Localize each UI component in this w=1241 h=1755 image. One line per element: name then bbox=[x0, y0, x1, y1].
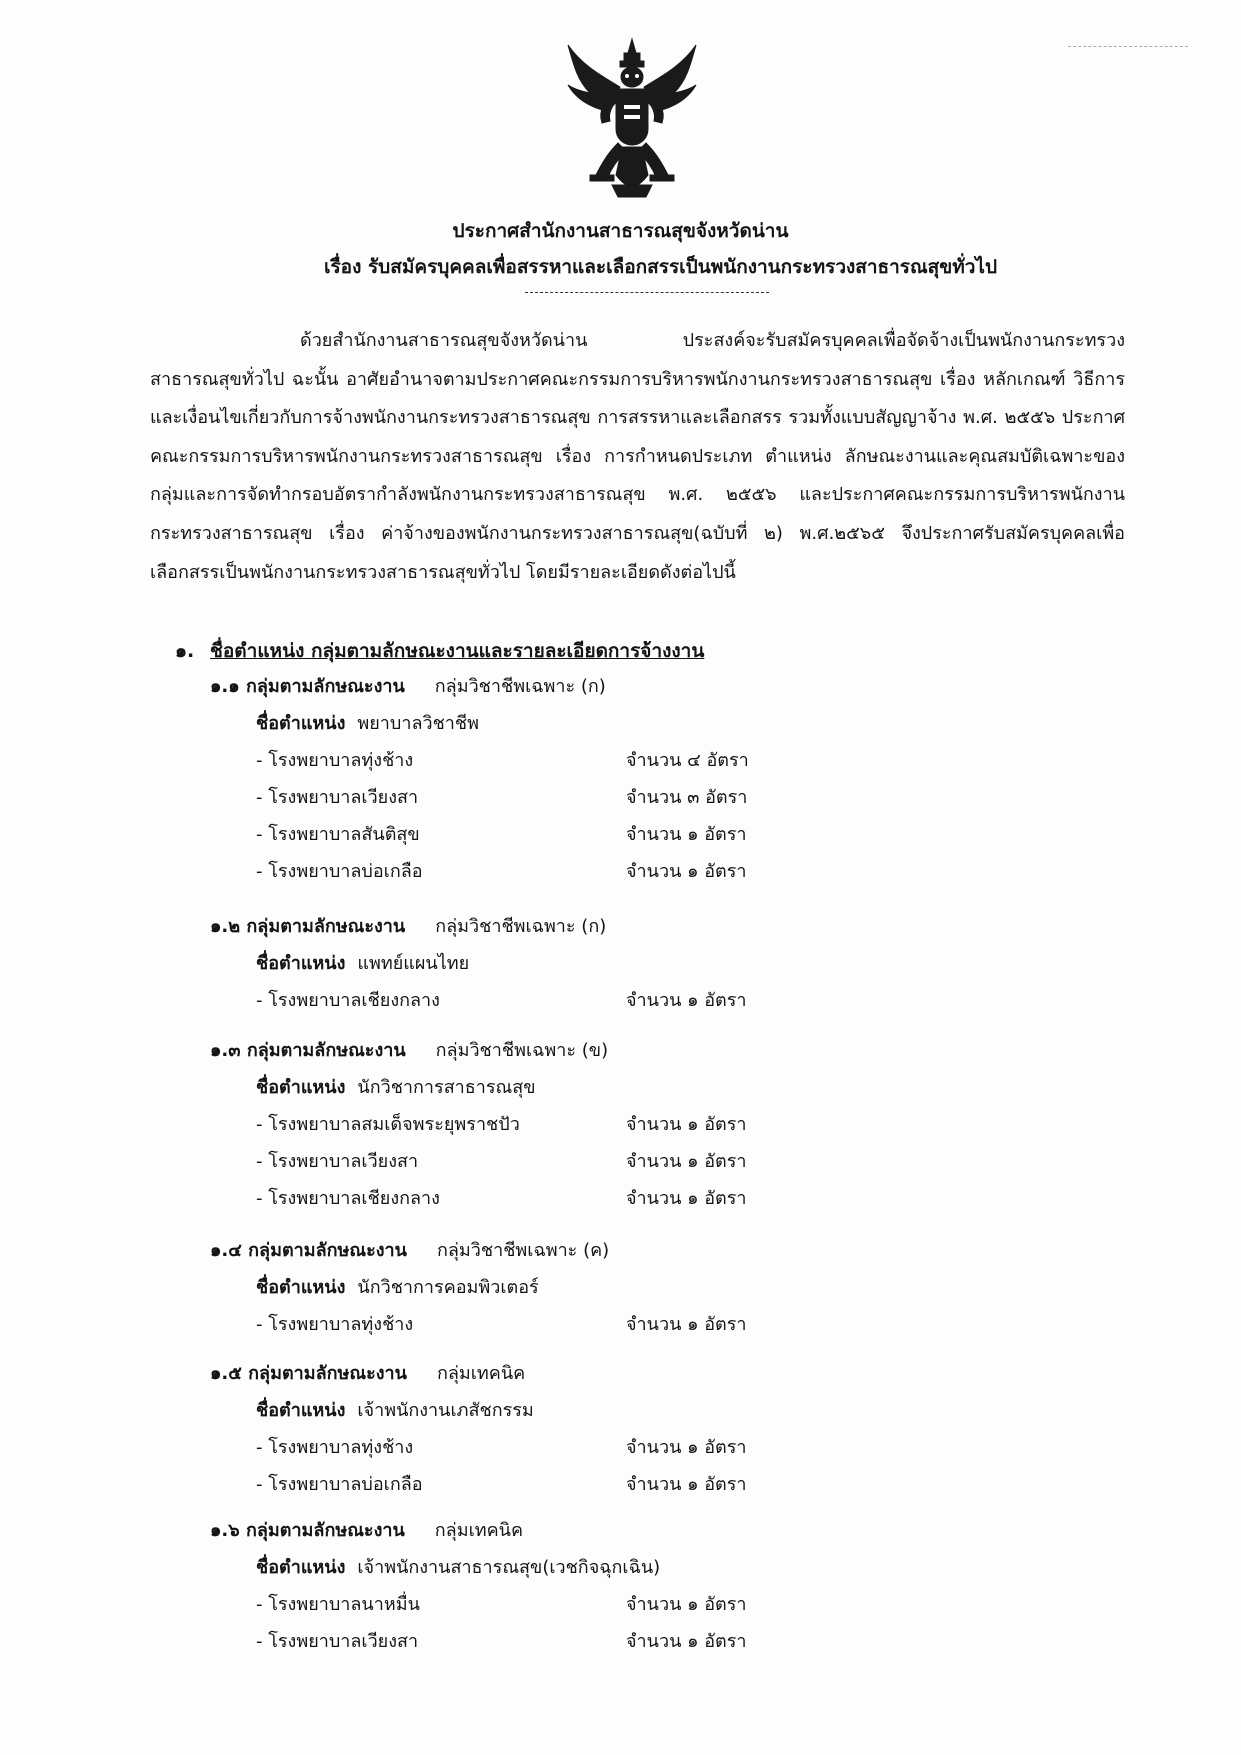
intro-text: ด้วยสำนักงานสาธารณสุขจังหวัดน่าน ประสงค์จะรับสมัครบุคคลเพื่อจัดจ้างเป็นพนักงานกระทรวงสาธารณสุขทั่วไป ฉะนั้น อาศัยอำนาจตามประกาศคณะกรรมการบริหารพนักงานกระทรวงสาธารณสุข เรื่อง หลักเกณฑ์ วิธีการและเงื่อนไขเกี่ยวกับการจ้างพนักงานกระทรวงสาธารณสุข การสรรหาและเลือกสรร รวมทั้งแบบสัญญาจ้าง พ.ศ. ๒๕๕๖ ประกาศคณะกรรมการบริหารพนักงานกระทรวงสาธารณสุข เรื่อง การกำหนดประเภท ตำแหน่ง ลักษณะงานและคุณสมบัติเฉพาะของกลุ่มและการจัดทำกรอบอัตรากำลังพนักงานกระทรวงสาธารณสุข พ.ศ. ๒๕๕๖ และประกาศคณะกรรมการบริหารพนักงานกระทรวงสาธารณสุข เรื่อง ค่าจ้างของพนักงานกระทรวงสาธารณสุข(ฉบับที่ ๒) พ.ศ.๒๕๖๕ จึงประกาศรับสมัครบุคคลเพื่อเลือกสรรเป็นพนักงานกระทรวงสาธารณสุขทั่วไป โดยมีรายละเอียดดังต่อไปนี้ bbox=[150, 330, 1125, 583]
hospital-name: - โรงพยาบาลเวียงสา bbox=[256, 787, 419, 808]
position-value: นักวิชาการสาธารณสุข bbox=[357, 1077, 536, 1098]
section-1-heading bbox=[175, 636, 704, 666]
list-item bbox=[210, 1429, 816, 1466]
group-value: กลุ่มเทคนิค bbox=[436, 1363, 526, 1384]
hospital-name: - โรงพยาบาลทุ่งช้าง bbox=[256, 1437, 414, 1458]
hospital-name: - โรงพยาบาลนาหมื่น bbox=[256, 1594, 420, 1615]
hospital-name: - โรงพยาบาลบ่อเกลือ bbox=[256, 861, 423, 882]
hospital-name: - โรงพยาบาลเวียงสา bbox=[256, 1151, 419, 1172]
title-divider bbox=[525, 292, 769, 293]
list-item bbox=[210, 853, 816, 890]
position-count: จำนวน ๑ อัตรา bbox=[626, 1314, 747, 1335]
position-label: ชื่อตำแหน่ง bbox=[256, 1557, 346, 1578]
hospital-name: - โรงพยาบาลสันติสุข bbox=[256, 824, 420, 845]
job-group-1 bbox=[210, 668, 816, 890]
hospital-name: - โรงพยาบาลทุ่งช้าง bbox=[256, 750, 414, 771]
position-count: จำนวน ๑ อัตรา bbox=[626, 1631, 747, 1652]
list-item bbox=[210, 1143, 816, 1180]
position-count: จำนวน ๔ อัตรา bbox=[626, 750, 749, 771]
group-label: ๑.๓ กลุ่มตามลักษณะงาน bbox=[210, 1040, 406, 1061]
position-value: เจ้าพนักงานสาธารณสุข(เวชกิจฉุกเฉิน) bbox=[357, 1557, 661, 1578]
position-value: พยาบาลวิชาชีพ bbox=[357, 713, 479, 734]
position-count: จำนวน ๑ อัตรา bbox=[626, 1114, 747, 1135]
position-count: จำนวน ๑ อัตรา bbox=[626, 990, 747, 1011]
group-label: ๑.๖ กลุ่มตามลักษณะงาน bbox=[210, 1520, 405, 1541]
section-heading-text: ชื่อตำแหน่ง กลุ่มตามลักษณะงานและรายละเอียดการจ้างงาน bbox=[210, 640, 705, 662]
job-group-6 bbox=[210, 1512, 816, 1660]
hospital-name: - โรงพยาบาลเชียงกลาง bbox=[256, 1188, 440, 1209]
hospital-name: - โรงพยาบาลเชียงกลาง bbox=[256, 990, 440, 1011]
position-count: จำนวน ๑ อัตรา bbox=[626, 1474, 747, 1495]
group-value: กลุ่มเทคนิค bbox=[434, 1520, 523, 1541]
list-item bbox=[210, 1586, 816, 1623]
job-group-5 bbox=[210, 1355, 816, 1503]
list-item bbox=[210, 1306, 816, 1343]
position-count: จำนวน ๑ อัตรา bbox=[626, 1437, 747, 1458]
position-count: จำนวน ๑ อัตรา bbox=[626, 824, 747, 845]
position-count: จำนวน ๑ อัตรา bbox=[626, 1151, 747, 1172]
group-label: ๑.๔ กลุ่มตามลักษณะงาน bbox=[210, 1240, 407, 1261]
job-group-3 bbox=[210, 1032, 816, 1217]
list-item bbox=[210, 1466, 816, 1503]
list-item bbox=[210, 982, 816, 1019]
position-label: ชื่อตำแหน่ง bbox=[256, 1400, 346, 1421]
position-count: จำนวน ๑ อัตรา bbox=[626, 1594, 747, 1615]
announcement-subject: เรื่อง รับสมัครบุคคลเพื่อสรรหาและเลือกสรรเป็นพนักงานกระทรวงสาธารณสุขทั่วไป bbox=[323, 256, 998, 278]
group-value: กลุ่มวิชาชีพเฉพาะ (ก) bbox=[435, 916, 607, 937]
group-label: ๑.๑ กลุ่มตามลักษณะงาน bbox=[210, 676, 405, 697]
list-item bbox=[210, 1623, 816, 1660]
list-item bbox=[210, 779, 816, 816]
job-group-4 bbox=[210, 1232, 816, 1343]
group-value: กลุ่มวิชาชีพเฉพาะ (ค) bbox=[436, 1240, 610, 1261]
group-value: กลุ่มวิชาชีพเฉพาะ (ก) bbox=[434, 676, 606, 697]
position-label: ชื่อตำแหน่ง bbox=[256, 1077, 346, 1098]
hospital-name: - โรงพยาบาลสมเด็จพระยุพราชปัว bbox=[256, 1114, 520, 1135]
hospital-name: - โรงพยาบาลบ่อเกลือ bbox=[256, 1474, 423, 1495]
list-item bbox=[210, 816, 816, 853]
job-group-2 bbox=[210, 908, 816, 1019]
hospital-name: - โรงพยาบาลเวียงสา bbox=[256, 1631, 419, 1652]
intro-paragraph bbox=[150, 322, 1125, 592]
group-label: ๑.๕ กลุ่มตามลักษณะงาน bbox=[210, 1363, 407, 1384]
position-value: แพทย์แผนไทย bbox=[357, 953, 470, 974]
section-number: ๑. bbox=[175, 640, 195, 662]
position-label: ชื่อตำแหน่ง bbox=[256, 953, 346, 974]
group-label: ๑.๒ กลุ่มตามลักษณะงาน bbox=[210, 916, 406, 937]
announcement-title: ประกาศสำนักงานสาธารณสุขจังหวัดน่าน bbox=[452, 220, 789, 242]
position-label: ชื่อตำแหน่ง bbox=[256, 713, 346, 734]
list-item bbox=[210, 1106, 816, 1143]
garuda-emblem-icon bbox=[560, 35, 704, 200]
group-value: กลุ่มวิชาชีพเฉพาะ (ข) bbox=[435, 1040, 609, 1061]
list-item bbox=[210, 742, 816, 779]
position-count: จำนวน ๓ อัตรา bbox=[626, 787, 748, 808]
scan-artifact bbox=[1068, 46, 1188, 51]
position-count: จำนวน ๑ อัตรา bbox=[626, 1188, 747, 1209]
position-label: ชื่อตำแหน่ง bbox=[256, 1277, 346, 1298]
position-count: จำนวน ๑ อัตรา bbox=[626, 861, 747, 882]
hospital-name: - โรงพยาบาลทุ่งช้าง bbox=[256, 1314, 414, 1335]
list-item bbox=[210, 1180, 816, 1217]
position-value: เจ้าพนักงานเภสัชกรรม bbox=[357, 1400, 534, 1421]
position-value: นักวิชาการคอมพิวเตอร์ bbox=[357, 1277, 539, 1298]
